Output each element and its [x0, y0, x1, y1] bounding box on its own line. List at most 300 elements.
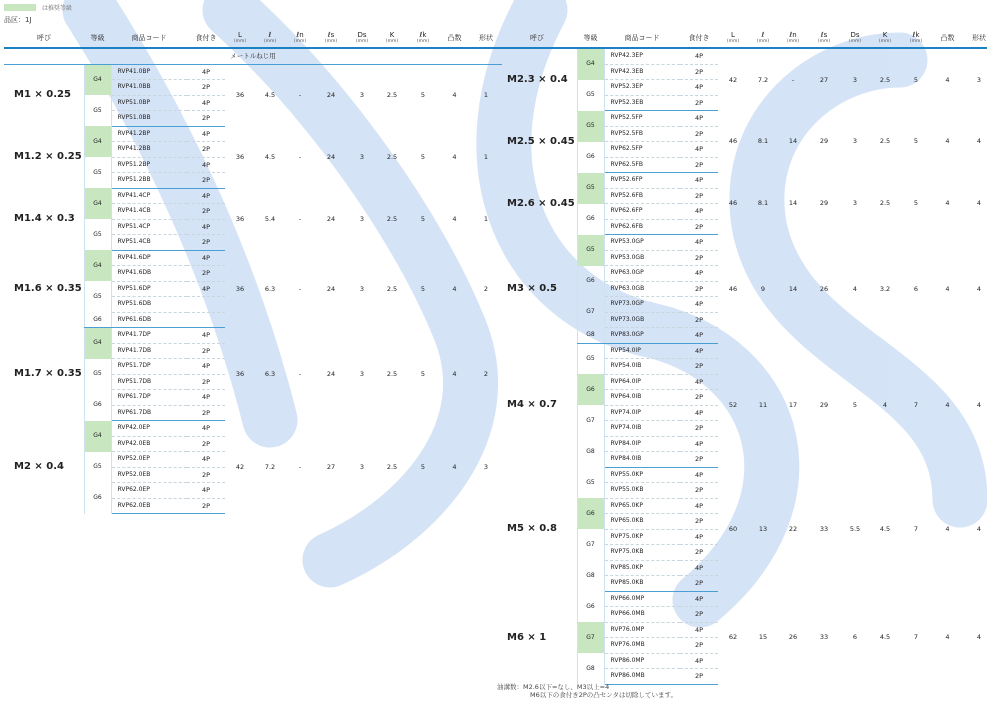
- grade-cell: G5: [84, 157, 111, 188]
- value-Ds: 3: [852, 137, 858, 146]
- grade-cell: G5: [577, 173, 604, 204]
- value-shape: 4: [976, 400, 982, 409]
- table-row: [4, 328, 502, 344]
- tip-cell: 2P: [187, 436, 225, 452]
- tip-cell: 4P: [187, 390, 225, 406]
- size-name: M1.2 × 0.25: [14, 151, 82, 162]
- size-name: M1 × 0.25: [14, 89, 71, 101]
- product-code: RVP84.0IB: [604, 452, 680, 468]
- value-Ds: 4: [852, 284, 858, 293]
- table-row: [497, 111, 987, 127]
- header-ln-label: ℓn: [789, 31, 797, 40]
- product-code: RVP66.0MP: [604, 591, 680, 607]
- tip-cell: 2P: [680, 421, 718, 437]
- header-totsu: 凸数: [439, 30, 470, 48]
- tip-cell: 4P: [187, 157, 225, 173]
- product-code: RVP51.7DP: [111, 359, 187, 375]
- value-shape: 1: [483, 152, 489, 161]
- header-ln: [778, 30, 808, 48]
- value-Ds: 3: [359, 369, 365, 378]
- product-code: RVP41.7DB: [111, 343, 187, 359]
- size-name: M2.6 × 0.45: [507, 197, 575, 209]
- legend-label: は推奨等級: [42, 5, 73, 12]
- size-name: M2.3 × 0.4: [507, 73, 568, 85]
- product-code: RVP52.5FB: [604, 126, 680, 142]
- value-shape: 4: [976, 633, 982, 642]
- product-code: RVP42.3EB: [604, 64, 680, 80]
- value-ls: 24: [326, 91, 336, 99]
- product-code: RVP53.0GP: [604, 235, 680, 251]
- size-name: M2 × 0.4: [14, 461, 64, 472]
- value-shape: 1: [483, 91, 489, 99]
- value-K: 2.5: [879, 75, 891, 84]
- value-lk: 6: [913, 284, 919, 293]
- header-l-unit: (mm): [756, 39, 770, 45]
- value-K: 4.5: [879, 633, 891, 642]
- header-L-unit: (mm): [726, 39, 740, 45]
- grade-cell: G6: [84, 390, 111, 421]
- footnote-line-2: M6以下の食付き2Pの凸センタは切除しています。: [530, 691, 678, 700]
- header-ln-unit: (mm): [786, 39, 800, 45]
- value-shape: 1: [483, 214, 489, 223]
- tip-cell: 4P: [680, 48, 718, 64]
- tip-cell: 2P: [680, 576, 718, 592]
- value-l: 15: [758, 633, 768, 642]
- tip-cell: 4P: [187, 250, 225, 266]
- value-ls: 27: [326, 462, 336, 471]
- tip-cell: 4P: [680, 529, 718, 545]
- header-L-unit: (mm): [233, 39, 247, 45]
- header-yobi: 呼び: [4, 30, 84, 48]
- value-l: 7.2: [264, 462, 276, 471]
- value-lk: 5: [913, 75, 919, 84]
- grade-cell: G7: [577, 529, 604, 560]
- tip-cell: 2P: [680, 669, 718, 685]
- table-row: [4, 250, 502, 266]
- tip-cell: 4P: [187, 281, 225, 297]
- value-totsu: 4: [452, 369, 457, 378]
- grade-cell: G4: [84, 126, 111, 157]
- tip-cell: 2P: [187, 80, 225, 96]
- tip-cell: 2P: [680, 219, 718, 235]
- value-L: 42: [728, 75, 738, 84]
- value-Ds: 3: [359, 91, 365, 99]
- product-code: RVP51.4CB: [111, 235, 187, 251]
- product-code: RVP52.6FB: [604, 188, 680, 204]
- size-name: M3 × 0.5: [507, 282, 557, 294]
- value-shape: 4: [976, 199, 982, 208]
- value-l: 8.1: [757, 199, 769, 208]
- tip-cell: 4P: [680, 591, 718, 607]
- product-code: RVP63.0GB: [604, 281, 680, 297]
- tip-cell: [187, 297, 225, 313]
- product-code: RVP76.0MP: [604, 622, 680, 638]
- header-ls-unit: (mm): [324, 39, 338, 45]
- header-L-label: L: [238, 31, 242, 40]
- header-shape: 形状: [470, 30, 502, 48]
- value-L: 36: [235, 369, 245, 378]
- product-code: RVP52.3EP: [604, 80, 680, 96]
- table-row: [497, 48, 987, 64]
- value-ls: 33: [819, 633, 829, 642]
- value-shape: 3: [976, 75, 982, 84]
- size-name: M4 × 0.7: [507, 399, 557, 410]
- grade-cell: G6: [577, 266, 604, 297]
- table-row: [4, 188, 502, 204]
- product-code: RVP63.0GP: [604, 266, 680, 282]
- product-code: RVP51.0BB: [111, 111, 187, 127]
- header-l-label: ℓ: [268, 31, 272, 40]
- value-lk: 7: [913, 400, 919, 409]
- tip-cell: 4P: [680, 328, 718, 344]
- tip-cell: 2P: [187, 266, 225, 282]
- table-row: [497, 591, 987, 607]
- product-code: RVP66.0MB: [604, 607, 680, 623]
- tip-cell: 4P: [680, 80, 718, 96]
- product-code: RVP41.4CP: [111, 188, 187, 204]
- grade-cell: G6: [577, 591, 604, 622]
- value-shape: 2: [483, 369, 489, 378]
- product-code: RVP53.0GB: [604, 250, 680, 266]
- grade-cell: G5: [84, 281, 111, 312]
- grade-cell: G5: [84, 219, 111, 250]
- product-code: RVP62.0EP: [111, 483, 187, 499]
- tip-cell: 2P: [680, 64, 718, 80]
- value-K: 4: [882, 400, 888, 409]
- header-Ds: [347, 30, 377, 48]
- value-lk: 5: [420, 284, 426, 293]
- product-code: RVP65.0KB: [604, 514, 680, 530]
- grade-cell: G5: [84, 95, 111, 126]
- value-Ds: 3: [359, 214, 365, 223]
- value-lk: 7: [913, 524, 919, 533]
- tip-cell: 2P: [680, 452, 718, 468]
- tip-cell: 2P: [680, 188, 718, 204]
- tip-cell: 4P: [187, 126, 225, 142]
- tip-cell: 2P: [680, 607, 718, 623]
- tip-cell: 2P: [680, 157, 718, 173]
- value-ln: 17: [788, 400, 798, 409]
- product-code: RVP61.7DB: [111, 405, 187, 421]
- product-class: 品区：1J: [4, 16, 32, 24]
- grade-cell: G6: [577, 142, 604, 173]
- product-code: RVP41.2BB: [111, 142, 187, 158]
- tip-cell: 2P: [187, 204, 225, 220]
- value-K: 2.5: [386, 462, 398, 471]
- spec-table-left: [4, 30, 502, 514]
- header-lk-label: ℓk: [419, 31, 427, 40]
- value-ln: -: [298, 462, 302, 471]
- value-ln: 14: [788, 137, 798, 146]
- section-label: メートルねじ用: [4, 48, 502, 64]
- value-totsu: 4: [945, 137, 950, 146]
- product-code: RVP62.5FB: [604, 157, 680, 173]
- product-code: RVP51.6DB: [111, 297, 187, 313]
- value-l: 6.3: [264, 369, 276, 378]
- header-Ds-label: Ds: [357, 31, 367, 40]
- product-code: RVP51.0BP: [111, 95, 187, 111]
- value-totsu: 4: [452, 152, 457, 161]
- value-totsu: 4: [452, 462, 457, 471]
- product-code: RVP84.0IP: [604, 436, 680, 452]
- value-L: 46: [728, 137, 738, 146]
- table-row: [4, 126, 502, 142]
- value-shape: 4: [976, 524, 982, 533]
- value-L: 42: [235, 462, 245, 471]
- tip-cell: 2P: [680, 514, 718, 530]
- product-code: RVP42.0EB: [111, 436, 187, 452]
- table-row: [497, 467, 987, 483]
- section-row: [4, 48, 502, 64]
- table-row: [497, 235, 987, 251]
- grade-cell: G5: [577, 467, 604, 498]
- product-code: RVP86.0MB: [604, 669, 680, 685]
- tip-cell: 4P: [187, 328, 225, 344]
- header-K-unit: (mm): [878, 39, 892, 45]
- product-code: RVP52.0EB: [111, 467, 187, 483]
- product-code: RVP41.6DB: [111, 266, 187, 282]
- value-Ds: 3: [852, 199, 858, 208]
- value-K: 4.5: [879, 524, 891, 533]
- grade-cell: G6: [577, 204, 604, 235]
- spec-table-right: [497, 30, 987, 685]
- header-L: [718, 30, 748, 48]
- product-code: RVP64.0IB: [604, 390, 680, 406]
- tip-cell: 2P: [680, 250, 718, 266]
- header-ls-label: ℓs: [327, 31, 335, 40]
- tip-cell: 2P: [680, 545, 718, 561]
- header-grade: 等級: [84, 30, 111, 48]
- header-ln: [285, 30, 315, 48]
- value-l: 4.5: [264, 152, 276, 161]
- product-code: RVP51.7DB: [111, 374, 187, 390]
- value-lk: 5: [420, 152, 426, 161]
- value-L: 46: [728, 284, 738, 293]
- value-ls: 24: [326, 369, 336, 378]
- tip-cell: 4P: [680, 405, 718, 421]
- tip-cell: 4P: [680, 142, 718, 158]
- value-ln: -: [298, 152, 302, 161]
- tip-cell: 2P: [187, 235, 225, 251]
- product-code: RVP41.6DP: [111, 250, 187, 266]
- product-code: RVP41.7DP: [111, 328, 187, 344]
- product-code: RVP85.0KP: [604, 560, 680, 576]
- product-code: RVP41.2BP: [111, 126, 187, 142]
- tip-cell: 2P: [187, 142, 225, 158]
- header-Ds: [840, 30, 870, 48]
- tip-cell: 4P: [187, 188, 225, 204]
- tip-cell: 4P: [680, 204, 718, 220]
- value-ln: -: [791, 75, 795, 84]
- value-lk: 5: [913, 137, 919, 146]
- value-K: 2.5: [386, 284, 398, 293]
- table-row: [497, 173, 987, 189]
- product-code: RVP74.0IP: [604, 405, 680, 421]
- product-code: RVP41.0BP: [111, 64, 187, 80]
- size-name: M1.7 × 0.35: [14, 368, 82, 379]
- tip-cell: 2P: [680, 483, 718, 499]
- grade-cell: G4: [84, 188, 111, 219]
- value-Ds: 5.5: [849, 524, 861, 533]
- tip-cell: 2P: [187, 374, 225, 390]
- grade-cell: G7: [577, 297, 604, 328]
- value-totsu: 4: [945, 284, 950, 293]
- value-l: 13: [758, 524, 768, 533]
- grade-cell: G5: [577, 111, 604, 142]
- header-tip: 食付き: [187, 30, 225, 48]
- product-code: RVP41.0BB: [111, 80, 187, 96]
- product-code: RVP85.0KB: [604, 576, 680, 592]
- header-l-unit: (mm): [263, 39, 277, 45]
- tip-cell: 4P: [680, 436, 718, 452]
- product-code: RVP54.0IP: [604, 343, 680, 359]
- value-Ds: 3: [359, 284, 365, 293]
- size-name: M1.6 × 0.35: [14, 282, 82, 294]
- size-name: M6 × 1: [507, 631, 547, 643]
- grade-cell: G5: [577, 343, 604, 374]
- grade-cell: G4: [577, 48, 604, 80]
- value-ls: 26: [819, 284, 829, 293]
- product-code: RVP62.6FP: [604, 204, 680, 220]
- product-code: RVP76.0MB: [604, 638, 680, 654]
- value-Ds: 6: [852, 633, 858, 642]
- product-code: RVP52.6FP: [604, 173, 680, 189]
- header-l-label: ℓ: [761, 31, 765, 40]
- tip-cell: [187, 312, 225, 328]
- header-lk-unit: (mm): [909, 39, 923, 45]
- value-ln: 14: [788, 284, 798, 293]
- grade-cell: G6: [577, 374, 604, 405]
- value-l: 4.5: [264, 91, 276, 99]
- value-ln: -: [298, 284, 302, 293]
- footnote: [497, 683, 677, 699]
- value-ln: -: [298, 91, 302, 99]
- value-shape: 3: [483, 462, 489, 471]
- tip-cell: 4P: [680, 343, 718, 359]
- legend-swatch: [4, 4, 36, 11]
- value-K: 2.5: [386, 214, 398, 223]
- product-code: RVP61.6DB: [111, 312, 187, 328]
- tip-cell: 4P: [187, 95, 225, 111]
- tip-cell: 4P: [187, 452, 225, 468]
- product-code: RVP73.0GP: [604, 297, 680, 313]
- grade-cell: G4: [84, 328, 111, 359]
- value-ln: 14: [788, 199, 798, 208]
- grade-cell: G5: [84, 359, 111, 390]
- tip-cell: 4P: [680, 653, 718, 669]
- value-totsu: 4: [452, 91, 457, 99]
- value-Ds: 3: [359, 462, 365, 471]
- value-ls: 24: [326, 284, 336, 293]
- value-lk: 7: [913, 633, 919, 642]
- header-totsu: 凸数: [932, 30, 963, 48]
- header-grade: 等級: [577, 30, 604, 48]
- product-code: RVP55.0KP: [604, 467, 680, 483]
- product-code: RVP62.0EB: [111, 498, 187, 514]
- tip-cell: 4P: [187, 483, 225, 499]
- value-ls: 29: [819, 137, 829, 146]
- product-code: RVP75.0KB: [604, 545, 680, 561]
- value-L: 46: [728, 199, 738, 208]
- product-code: RVP65.0KP: [604, 498, 680, 514]
- tip-cell: 4P: [680, 622, 718, 638]
- header-K-label: K: [389, 31, 395, 40]
- header-lk-unit: (mm): [416, 39, 430, 45]
- footnote-line-1: 油溝数：M2.6以下=なし、M3以上=4: [497, 683, 610, 691]
- tip-cell: 4P: [680, 498, 718, 514]
- product-code: RVP52.3EB: [604, 95, 680, 111]
- tip-cell: 2P: [187, 173, 225, 189]
- product-code: RVP75.0KP: [604, 529, 680, 545]
- value-l: 5.4: [264, 214, 276, 223]
- grade-cell: G8: [577, 653, 604, 684]
- value-K: 2.5: [386, 369, 398, 378]
- header-lk-label: ℓk: [912, 31, 920, 40]
- value-ln: -: [298, 214, 302, 223]
- tip-cell: 4P: [680, 235, 718, 251]
- value-lk: 5: [420, 462, 426, 471]
- tip-cell: 4P: [187, 64, 225, 80]
- header-Ds-unit: (mm): [355, 39, 369, 45]
- value-shape: 4: [976, 137, 982, 146]
- header-K: [377, 30, 407, 48]
- product-code: RVP62.5FP: [604, 142, 680, 158]
- value-l: 9: [760, 284, 766, 293]
- product-code: RVP55.0KB: [604, 483, 680, 499]
- tip-cell: 2P: [680, 359, 718, 375]
- value-ls: 24: [326, 214, 336, 223]
- value-ln: -: [298, 369, 302, 378]
- value-lk: 5: [913, 199, 919, 208]
- tip-cell: 4P: [680, 560, 718, 576]
- value-L: 36: [235, 91, 245, 99]
- grade-cell: G4: [84, 64, 111, 95]
- value-L: 36: [235, 152, 245, 161]
- header-l: [255, 30, 285, 48]
- tip-cell: 4P: [187, 219, 225, 235]
- value-totsu: 4: [945, 633, 950, 642]
- size-name: M2.5 × 0.45: [507, 135, 575, 147]
- header-shape: 形状: [963, 30, 987, 48]
- value-K: 3.2: [879, 284, 891, 293]
- value-K: 2.5: [879, 137, 891, 146]
- product-code: RVP86.0MP: [604, 653, 680, 669]
- value-shape: 4: [976, 284, 982, 293]
- value-Ds: 3: [852, 75, 858, 84]
- header-ls: [315, 30, 347, 48]
- header-K-label: K: [882, 31, 888, 40]
- grade-cell: G4: [84, 250, 111, 281]
- value-totsu: 4: [945, 400, 950, 409]
- value-K: 2.5: [879, 199, 891, 208]
- value-shape: 2: [483, 284, 489, 293]
- value-Ds: 3: [359, 152, 365, 161]
- tip-cell: 2P: [680, 312, 718, 328]
- header-K-unit: (mm): [385, 39, 399, 45]
- header-Ds-unit: (mm): [848, 39, 862, 45]
- tip-cell: 2P: [187, 405, 225, 421]
- value-ls: 24: [326, 152, 336, 161]
- grade-cell: G7: [577, 622, 604, 653]
- tip-cell: 4P: [680, 467, 718, 483]
- value-totsu: 4: [945, 199, 950, 208]
- table-row: [4, 421, 502, 437]
- product-code: RVP54.0IB: [604, 359, 680, 375]
- value-totsu: 4: [945, 75, 950, 84]
- grade-cell: G5: [84, 452, 111, 483]
- value-l: 6.3: [264, 284, 276, 293]
- tip-cell: 4P: [680, 173, 718, 189]
